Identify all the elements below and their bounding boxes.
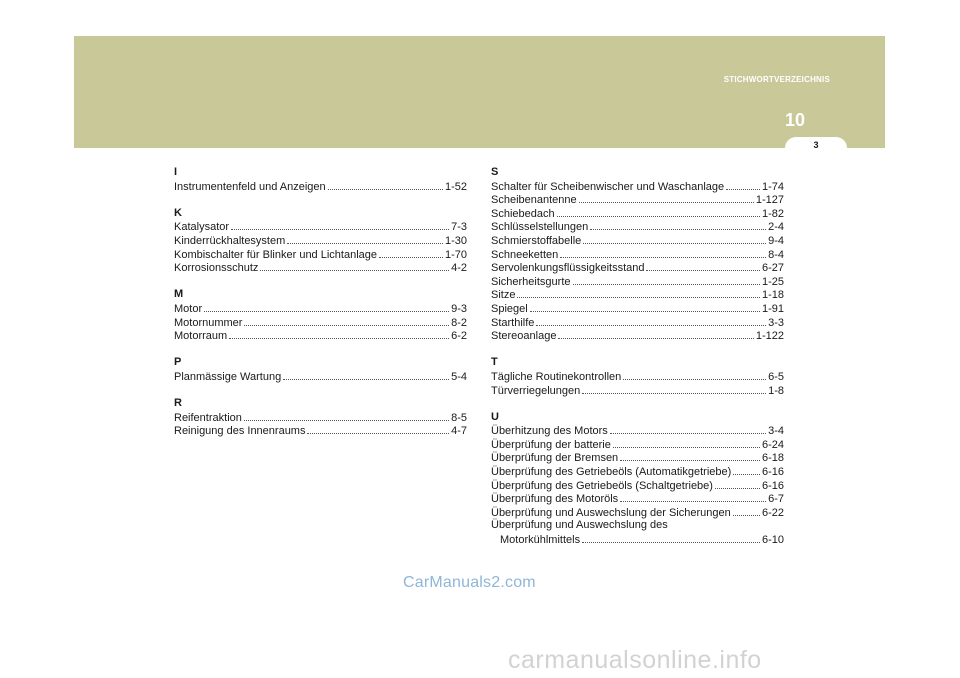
index-entry[interactable]	[491, 220, 784, 234]
entry-page: 6-16	[761, 466, 784, 479]
chapter-number: 10	[784, 110, 806, 130]
entry-text: Motornummer	[174, 316, 243, 329]
dot-leader	[583, 234, 766, 244]
index-letter-s: S	[491, 166, 499, 178]
index-entry[interactable]	[491, 261, 784, 275]
section-gap	[174, 193, 467, 207]
index-entry[interactable]	[491, 451, 784, 465]
dot-leader	[558, 329, 753, 339]
index-entry[interactable]	[491, 288, 784, 302]
index-entry[interactable]	[491, 438, 784, 452]
entry-page: 1-30	[444, 234, 467, 247]
index-entry[interactable]	[174, 234, 467, 248]
entry-text: Überprüfung des Motoröls	[491, 493, 619, 506]
entry-text: Instrumentenfeld und Anzeigen	[174, 180, 326, 193]
entry-text: Katalysator	[174, 221, 230, 234]
entry-text: Überprüfung und Auswechslung der Sicherungen	[491, 506, 731, 519]
entry-text: Motor	[174, 302, 203, 315]
dot-leader	[283, 370, 449, 380]
dot-leader	[557, 207, 760, 217]
entry-page: 1-70	[444, 248, 467, 261]
index-entry[interactable]	[174, 220, 467, 234]
entry-page: 4-2	[451, 262, 467, 275]
dot-leader	[260, 261, 449, 271]
entry-text: Starthilfe	[491, 316, 535, 329]
index-entry[interactable]	[174, 261, 467, 275]
entry-text: Überprüfung des Getriebeöls (Automatikgetriebe)	[491, 466, 732, 479]
entry-text: Reifentraktion	[174, 411, 242, 424]
dot-leader	[573, 275, 760, 285]
entry-page: 1-18	[761, 289, 784, 302]
index-entry[interactable]	[491, 370, 784, 384]
index-entry[interactable]	[491, 180, 784, 194]
entry-page: 1-25	[761, 275, 784, 288]
entry-text: Überprüfung und Auswechslung des	[491, 519, 668, 532]
index-entry[interactable]	[491, 465, 784, 479]
index-letter-p: P	[174, 356, 182, 369]
entry-text: Reinigung des Innenraums	[174, 425, 306, 438]
entry-page: 6-7	[768, 493, 784, 506]
entry-page: 6-27	[761, 262, 784, 275]
entry-page: 8-2	[451, 316, 467, 329]
index-letter-u: U	[491, 410, 499, 423]
entry-text: Schmierstoffabelle	[491, 234, 582, 247]
entry-page: 8-4	[768, 248, 784, 261]
dot-leader	[229, 329, 449, 339]
entry-page: 1-8	[768, 384, 784, 397]
index-entry[interactable]	[174, 370, 467, 384]
index-entry[interactable]	[491, 329, 784, 343]
entry-page: 6-2	[451, 330, 467, 343]
index-entry[interactable]	[491, 424, 784, 438]
section-gap	[491, 397, 784, 411]
index-entry[interactable]	[491, 193, 784, 207]
dot-leader	[204, 302, 449, 312]
index-entry[interactable]	[491, 384, 784, 398]
dot-leader	[715, 479, 760, 489]
dot-leader	[623, 370, 766, 380]
entry-page: 1-74	[761, 180, 784, 193]
dot-leader	[726, 180, 760, 190]
entry-text: Planmässige Wartung	[174, 370, 282, 383]
index-entry[interactable]	[491, 492, 784, 506]
index-entry[interactable]	[491, 234, 784, 248]
index-entry[interactable]	[174, 329, 467, 343]
entry-text: Schlüsselstellungen	[491, 221, 589, 234]
dot-leader	[244, 316, 449, 326]
index-entry[interactable]	[491, 302, 784, 316]
entry-page: 7-3	[451, 221, 467, 234]
dot-leader	[620, 451, 760, 461]
dot-leader	[610, 424, 766, 434]
chapter-header-band	[74, 36, 885, 148]
dot-leader	[328, 180, 443, 190]
index-entry[interactable]	[491, 207, 784, 221]
entry-page: 1-52	[444, 180, 467, 193]
entry-text: Überprüfung des Getriebeöls (Schaltgetriebe)	[491, 479, 713, 492]
index-letter-k: K	[174, 206, 182, 219]
chapter-title: STICHWORTVERZEICHNIS	[723, 75, 830, 84]
section-gap	[491, 343, 784, 357]
index-letter-m: M	[174, 288, 184, 301]
entry-page: 1-122	[755, 330, 784, 343]
index-letter-r: R	[174, 397, 182, 410]
dot-leader	[582, 533, 760, 543]
dot-leader	[231, 220, 449, 230]
index-entry[interactable]	[174, 411, 467, 425]
entry-text: Kombischalter für Blinker und Lichtanlage	[174, 248, 378, 261]
entry-text: Überhitzung des Motors	[491, 425, 608, 438]
dot-leader	[530, 302, 760, 312]
entry-text: Tägliche Routinekontrollen	[491, 370, 622, 383]
index-entry[interactable]	[491, 533, 784, 547]
entry-text: Überprüfung der Bremsen	[491, 452, 619, 465]
page-number: 3	[813, 140, 819, 150]
index-entry[interactable]	[174, 180, 467, 194]
index-entry[interactable]	[491, 506, 784, 520]
entry-page: 6-10	[761, 534, 784, 547]
entry-page: 1-127	[755, 194, 784, 207]
entry-text: Servolenkungsflüssigkeitsstand	[491, 262, 645, 275]
entry-page: 3-4	[768, 425, 784, 438]
dot-leader	[733, 465, 760, 475]
entry-text: Überprüfung der batterie	[491, 438, 611, 451]
entry-text: Sitze	[491, 289, 516, 302]
entry-text: Kinderrückhaltesystem	[174, 234, 286, 247]
entry-text: Schalter für Scheibenwischer und Waschanlage	[491, 180, 725, 193]
entry-text: Stereoanlage	[491, 330, 557, 343]
dot-leader	[733, 506, 760, 516]
dot-leader	[613, 438, 760, 448]
entry-text: Motorraum	[174, 330, 228, 343]
dot-leader	[620, 492, 766, 502]
index-letter-t: T	[491, 356, 498, 369]
watermark-carmanualsonline: carmanualsonline.info	[508, 646, 762, 674]
index-column-right	[491, 166, 784, 547]
index-column-left	[174, 166, 467, 438]
dot-leader	[307, 424, 449, 434]
index-entry[interactable]	[174, 424, 467, 438]
entry-page: 6-24	[761, 438, 784, 451]
entry-page: 6-5	[768, 370, 784, 383]
entry-text: Schiebedach	[491, 207, 555, 220]
entry-text: Korrosionsschutz	[174, 262, 259, 275]
entry-page: 6-18	[761, 452, 784, 465]
entry-text: Scheibenantenne	[491, 194, 577, 207]
entry-page: 3-3	[768, 316, 784, 329]
watermark-carmanuals: CarManuals2.com	[403, 574, 536, 591]
dot-leader	[560, 248, 766, 258]
entry-page: 2-4	[768, 221, 784, 234]
entry-page: 9-3	[451, 302, 467, 315]
entry-text: Spiegel	[491, 302, 528, 315]
section-gap	[174, 384, 467, 398]
entry-page: 4-7	[451, 425, 467, 438]
index-entry[interactable]	[491, 316, 784, 330]
entry-text: Schneeketten	[491, 248, 559, 261]
dot-leader	[579, 193, 754, 203]
dot-leader	[646, 261, 759, 271]
entry-page: 1-91	[761, 302, 784, 315]
entry-page: 6-16	[761, 479, 784, 492]
entry-page: 6-22	[761, 506, 784, 519]
section-gap	[174, 343, 467, 357]
index-entry[interactable]	[174, 302, 467, 316]
dot-leader	[536, 316, 766, 326]
entry-page: 1-82	[761, 207, 784, 220]
dot-leader	[582, 384, 766, 394]
entry-page: 8-5	[451, 411, 467, 424]
entry-text: Türverriegelungen	[491, 384, 581, 397]
index-entry[interactable]	[491, 479, 784, 493]
index-entry[interactable]	[491, 248, 784, 262]
index-entry[interactable]	[491, 519, 784, 533]
index-letter-i: I	[174, 166, 178, 178]
dot-leader	[379, 248, 443, 258]
dot-leader	[517, 288, 760, 298]
section-gap	[174, 275, 467, 289]
entry-page: 5-4	[451, 370, 467, 383]
entry-page: 9-4	[768, 234, 784, 247]
dot-leader	[590, 220, 766, 230]
index-entry[interactable]	[174, 316, 467, 330]
dot-leader	[244, 411, 449, 421]
entry-text: Sicherheitsgurte	[491, 275, 571, 288]
entry-text: Motorkühlmittels	[500, 534, 581, 547]
index-entry[interactable]	[491, 275, 784, 289]
index-entry[interactable]	[174, 248, 467, 262]
dot-leader	[287, 234, 443, 244]
